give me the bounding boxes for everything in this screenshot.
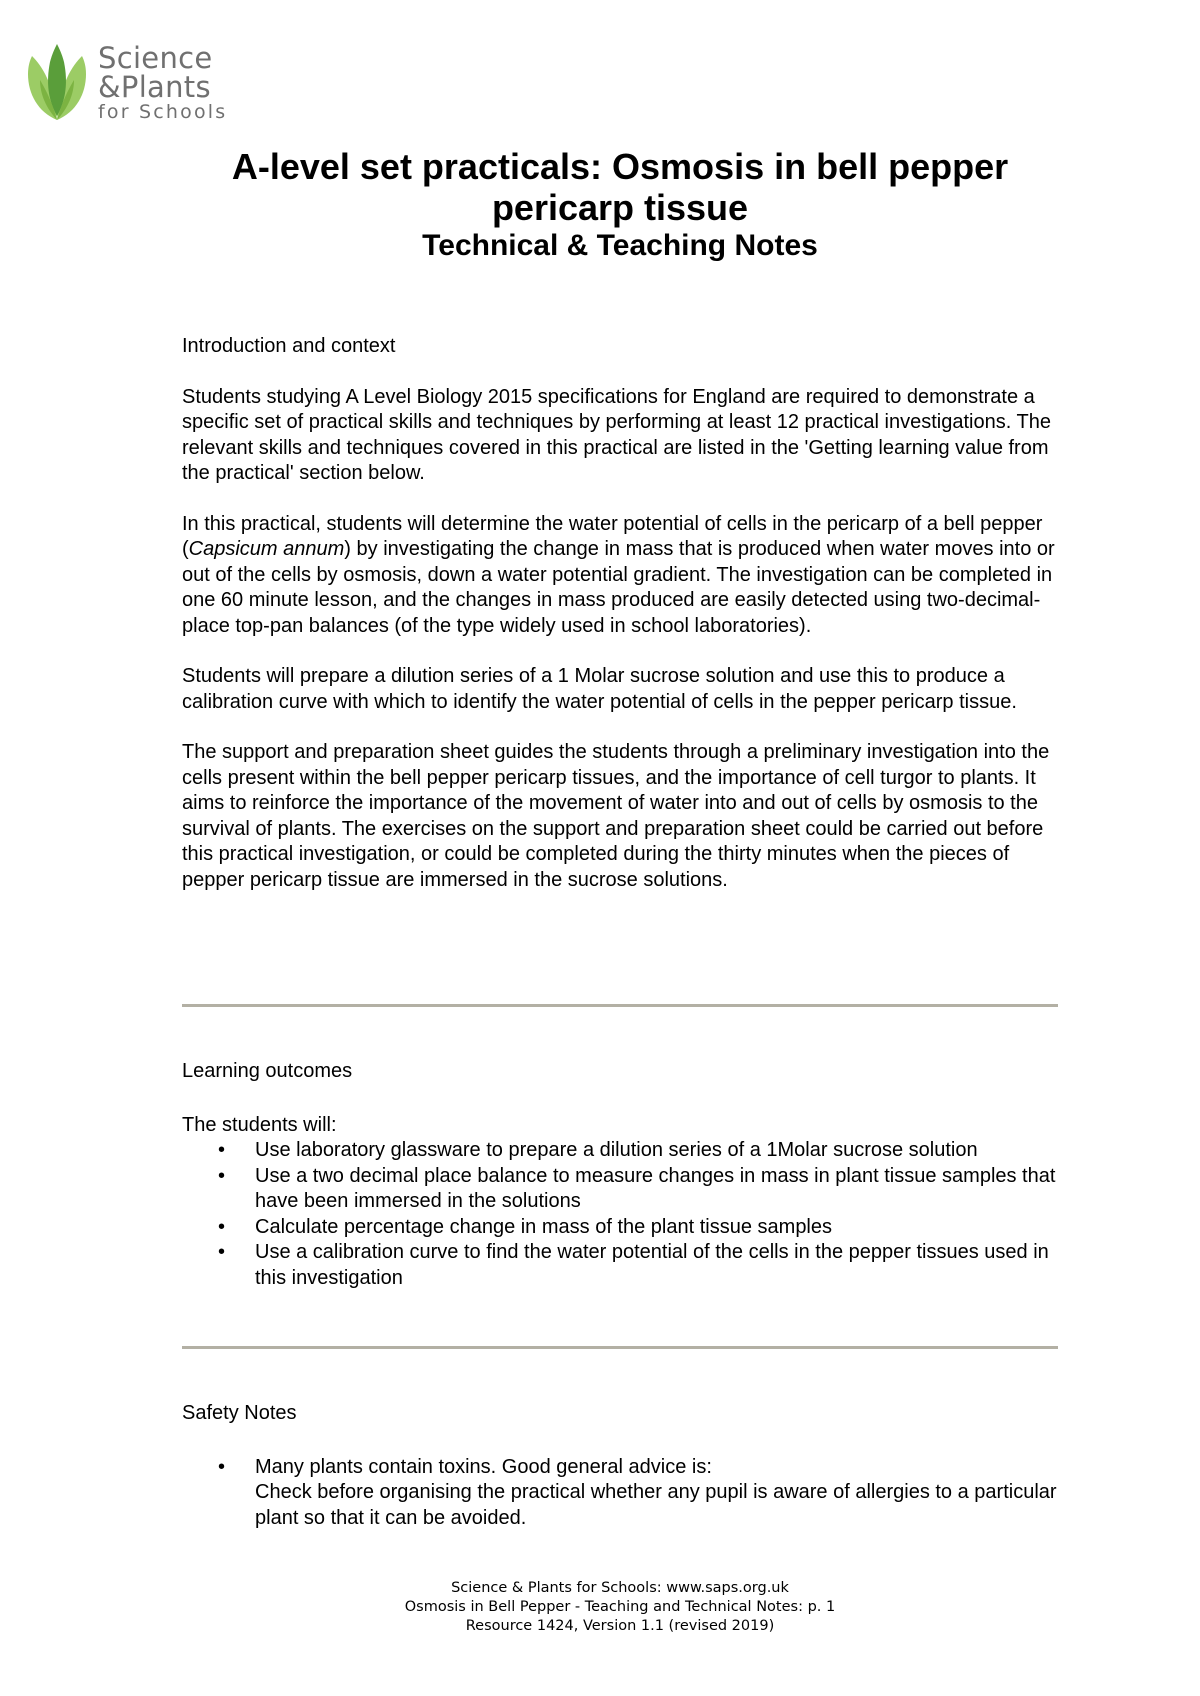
list-item: • Use a calibration curve to find the water potential of the cells in the pepper tissues used in this investigation [182,1240,1057,1291]
safety-item-line2: Check before organising the practical whether any pupil is aware of allergies to a particular plant so that it can be avoided. [255,1481,1057,1529]
logo-line-plants: &Plants [98,70,211,104]
list-item [182,1455,1057,1532]
intro-p2-text-a: In this practical, students will determine the water potential of cells in the pericarp of a bell pepper ( [182,512,1043,560]
safety-section [182,1401,1057,1531]
outcomes-lead: The students will: [182,1113,337,1136]
intro-paragraph-4: The support and preparation sheet guides the students through a preliminary investigation into the cells present within the bell pepper pericarp tissues, and the importance of cell turgor to plants. It aims to reinforce the importance of the movement of water into and out of cells by osmosis to the survival of plants. The exercises on the support and preparation sheet could be carried out before this practical investigation, or could be completed during the thirty minutes when the pieces of pepper pericarp tissue are immersed in the sucrose solutions. [182,741,1050,891]
list-item: • Calculate percentage change in mass of the plant tissue samples [182,1215,1057,1241]
safety-heading: Safety Notes [182,1402,297,1424]
outcomes-section [182,1059,1057,1291]
footer-page-info: Osmosis in Bell Pepper - Teaching and Technical Notes: p. 1 [404,1599,836,1615]
intro-section [182,334,1057,893]
outcomes-heading: Learning outcomes [182,1060,353,1082]
intro-p2-text-b: ) by investigating the change in mass that is produced when water moves into or out of the cells by osmosis, down a water potential gradient. The investigation can be completed in one 60 minute lesson, and the changes in mass produced are easily detected using two-decimal-place top-pan balances (of the type widely used in school laboratories). [182,538,1055,637]
logo-text [98,41,228,123]
safety-list [182,1455,1057,1532]
logo-line-science: Science [98,41,213,75]
species-name: Capsicum annum [188,538,345,560]
document-title-line2: pericarp tissue [491,187,749,228]
leaf-icon [24,44,90,124]
footer-website: Science & Plants for Schools: www.saps.org.uk [451,1580,789,1596]
outcomes-list [182,1138,1057,1291]
document-title-line1: A-level set practicals: Osmosis in bell pepper [231,146,1009,187]
document-subtitle: Technical & Teaching Notes [422,229,818,262]
title-block [140,146,1100,264]
section-divider [182,1346,1058,1349]
intro-paragraph-2 [182,512,1057,640]
intro-paragraph-1: Students studying A Level Biology 2015 specifications for England are required to demonstrate a specific set of practical skills and techniques by performing at least 12 practical investigations. The relevant skills and techniques covered in this practical are listed in the 'Getting learning value from the practical' section below. [182,385,1051,484]
section-divider [182,1004,1058,1007]
logo-line-schools: for Schools [98,101,228,123]
list-item: • Use laboratory glassware to prepare a dilution series of a 1Molar sucrose solution [182,1138,1057,1164]
intro-heading: Introduction and context [182,335,396,357]
footer-version: Resource 1424, Version 1.1 (revised 2019) [465,1618,775,1634]
safety-item-line1: Many plants contain toxins. Good general advice is: [255,1455,712,1478]
page-footer [300,1579,940,1636]
intro-paragraph-3: Students will prepare a dilution series of a 1 Molar sucrose solution and use this to produce a calibration curve with which to identify the water potential of cells in the pepper pericarp tissue. [182,665,1017,713]
saps-logo[interactable] [24,41,234,124]
list-item: • Use a two decimal place balance to measure changes in mass in plant tissue samples that have been immersed in the solutions [182,1164,1057,1215]
